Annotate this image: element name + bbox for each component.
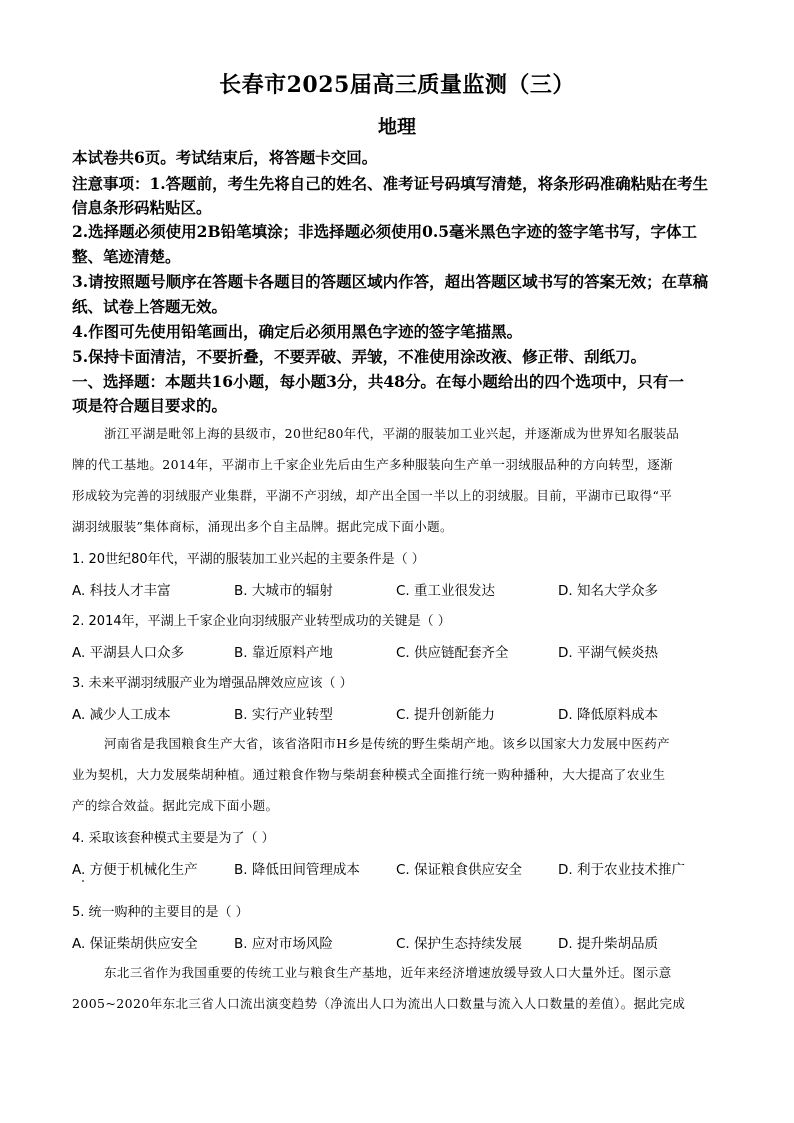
instruction-line: 4.作图可先使用铅笔画出，确定后必须用黑色字迹的签字笔描黑。 bbox=[72, 322, 523, 341]
option-d: D. 利于农业技术推广 bbox=[558, 862, 685, 878]
passage-line: 河南省是我国粮食生产大省，该省洛阳市H乡是传统的野生柴胡产地。该乡以国家大力发展中医药产 bbox=[104, 736, 671, 751]
option-a: A. 平湖县人口众多 bbox=[72, 645, 185, 661]
option-c: C. 重工业很发达 bbox=[396, 583, 496, 599]
option-a: A. 科技人才丰富 bbox=[72, 583, 171, 599]
exam-title: 长春市2025届高三质量监测（三） bbox=[219, 72, 575, 98]
option-a: A. 保证柴胡供应安全 bbox=[72, 936, 198, 952]
option-a: A. 方便于机械化生产 bbox=[72, 862, 198, 878]
question-options bbox=[72, 703, 724, 723]
passage-line: 浙江平湖是毗邻上海的县级市，20世纪80年代，平湖的服装加工业兴起，并逐渐成为世界知名服装品 bbox=[104, 426, 680, 441]
option-b: B. 实行产业转型 bbox=[234, 707, 333, 723]
passage-line: 湖羽绒服装”集体商标，涌现出多个自主品牌。据此完成下面小题。 bbox=[72, 519, 453, 534]
instruction-line: 信息条形码粘贴区。 bbox=[72, 198, 212, 217]
passage-line: 业为契机，大力发展柴胡种植。通过粮食作物与柴胡套种模式全面推行统一购种播种，大大提高了农业生 bbox=[72, 767, 666, 782]
question-options bbox=[72, 932, 724, 952]
instruction-line: 本试卷共6页。考试结束后，将答题卡交回。 bbox=[72, 148, 378, 167]
option-d: D. 知名大学众多 bbox=[558, 583, 658, 599]
option-c: C. 供应链配套齐全 bbox=[396, 645, 509, 661]
section-heading: 一、选择题：本题共16小题，每小题3分，共48分。在每小题给出的四个选项中，只有一 bbox=[72, 372, 684, 391]
instruction-line: 3.请按照题号顺序在答题卡各题目的答题区域内作答，超出答题区域书写的答案无效；在草稿 bbox=[72, 272, 709, 291]
passage-line: 牌的代工基地。2014年，平湖市上千家企业先后由生产多种服装向生产单一羽绒服品种的方向转型，逐渐 bbox=[72, 457, 674, 472]
section-heading: 项是符合题目要求的。 bbox=[72, 396, 228, 415]
question-stem: 3. 未来平湖羽绒服产业为增强品牌效应应该（ ） bbox=[72, 676, 353, 691]
instruction-line: 纸、试卷上答题无效。 bbox=[72, 297, 228, 316]
passage-line: 东北三省作为我国重要的传统工业与粮食生产基地，近年来经济增速放缓导致人口大量外迁。图示意 bbox=[104, 965, 672, 980]
option-d: D. 平湖气候炎热 bbox=[558, 645, 658, 661]
option-a: A. 减少人工成本 bbox=[72, 707, 171, 723]
option-b: B. 大城市的辐射 bbox=[234, 583, 333, 599]
option-b: B. 靠近原料产地 bbox=[234, 645, 333, 661]
question-stem: 1. 20世纪80年代，平湖的服装加工业兴起的主要条件是（ ） bbox=[72, 552, 425, 567]
question-options bbox=[72, 858, 724, 878]
option-c: C. 提升创新能力 bbox=[396, 707, 496, 723]
question-options bbox=[72, 641, 724, 661]
subject-heading: 地理 bbox=[377, 116, 416, 138]
option-d: D. 降低原料成本 bbox=[558, 707, 658, 723]
stray-mark bbox=[82, 880, 84, 882]
option-c: C. 保证粮食供应安全 bbox=[396, 862, 523, 878]
option-d: D. 提升柴胡品质 bbox=[558, 936, 658, 952]
instruction-line: 5.保持卡面清洁，不要折叠，不要弄破、弄皱，不准使用涂改液、修正带、刮纸刀。 bbox=[72, 347, 647, 366]
option-c: C. 保护生态持续发展 bbox=[396, 936, 523, 952]
instruction-line: 注意事项：1.答题前，考生先将自己的姓名、准考证号码填写清楚，将条形码准确粘贴在考生 bbox=[72, 174, 709, 193]
passage-line: 2005~2020年东北三省人口流出演变趋势（净流出人口为流出人口数量与流入人口数量的差值）。据此完成 bbox=[72, 996, 686, 1011]
instruction-line: 整、笔迹清楚。 bbox=[72, 247, 181, 266]
question-stem: 5. 统一购种的主要目的是（ ） bbox=[72, 905, 249, 920]
question-stem: 2. 2014年，平湖上千家企业向羽绒服产业转型成功的关键是（ ） bbox=[72, 614, 451, 629]
option-b: B. 降低田间管理成本 bbox=[234, 862, 360, 878]
passage-line: 产的综合效益。据此完成下面小题。 bbox=[72, 798, 279, 813]
passage-line: 形成较为完善的羽绒服产业集群，平湖不产羽绒，却产出全国一半以上的羽绒服。目前，平湖市已取得“平 bbox=[72, 488, 673, 503]
question-stem: 4. 采取该套种模式主要是为了（ ） bbox=[72, 831, 275, 846]
instruction-line: 2.选择题必须使用2B铅笔填涂；非选择题必须使用0.5毫米黑色字迹的签字笔书写，字体工 bbox=[72, 222, 698, 241]
option-b: B. 应对市场风险 bbox=[234, 936, 333, 952]
question-options bbox=[72, 579, 724, 599]
